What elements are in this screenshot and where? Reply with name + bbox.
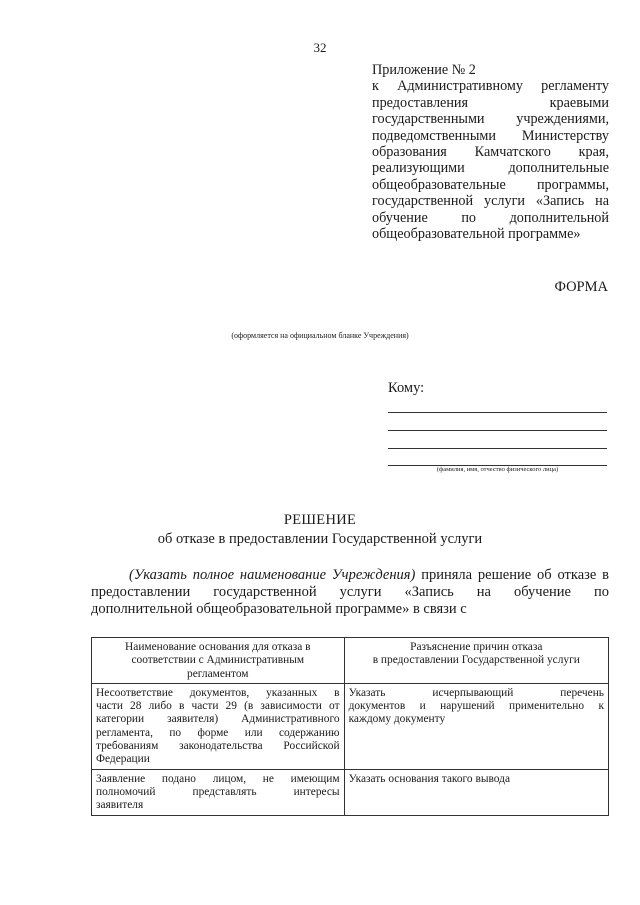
header-explanation: Разъяснение причин отказа в предоставлении Государственной услуги — [344, 638, 608, 684]
appendix-line: общеобразовательной программе» — [372, 226, 581, 243]
page-number: 32 — [313, 40, 327, 55]
recipient-line — [388, 448, 607, 449]
fio-note: (фамилия, имя, отчество физического лица) — [436, 466, 559, 473]
institution-placeholder: (Указать полное наименование Учреждения) — [129, 567, 416, 583]
cell-basis: Несоответствие документов, указанных в части 28 либо в части 29 (в зависимости от категории заявителя) Административного регламента, по форме или содержанию требованиям законодательства Российской Федерации — [92, 683, 345, 769]
appendix-line: образования Камчатского края, — [372, 144, 609, 161]
appendix-block — [372, 62, 609, 242]
header-basis: Наименование основания для отказа в соответствии с Административным регламентом — [92, 638, 345, 684]
table-row — [92, 683, 609, 769]
appendix-line: реализующими дополнительные — [372, 160, 609, 177]
body-line: (Указать полное наименование Учреждения) приняла решение об отказе в — [129, 567, 609, 583]
appendix-line: обучение по дополнительной — [372, 209, 609, 226]
refusal-reasons-table — [91, 637, 609, 816]
table-row — [92, 769, 609, 815]
appendix-line: подведомственными Министерству — [372, 127, 609, 144]
appendix-line: государственными учреждениями, — [372, 111, 609, 128]
official-blank-note: (оформляется на официальном бланке Учреждения) — [231, 331, 409, 340]
appendix-line: Приложение № 2 — [372, 62, 476, 78]
appendix-line: государственной услуги «Запись на — [372, 193, 609, 210]
decision-body — [91, 567, 609, 618]
appendix-line: предоставления краевыми — [372, 94, 609, 111]
appendix-line: общеобразовательные программы, — [372, 176, 609, 193]
cell-basis: Заявление подано лицом, не имеющим полномочий представлять интересы заявителя — [92, 769, 345, 815]
body-line: предоставлении государственной услуги «Запись на обучение по — [91, 584, 609, 600]
cell-explanation: Указать исчерпывающий перечень документов и нарушений применительно к каждому документу — [344, 683, 608, 769]
form-label: ФОРМА — [554, 279, 608, 295]
body-line: дополнительной общеобразовательной программе» в связи с — [91, 601, 467, 617]
table-header-row — [92, 638, 609, 684]
decision-subtitle: об отказе в предоставлении Государственной услуги — [157, 531, 483, 547]
cell-explanation: Указать основания такого вывода — [344, 769, 608, 815]
decision-title: РЕШЕНИЕ — [283, 512, 357, 528]
recipient-label: Кому: — [388, 380, 425, 396]
recipient-line — [388, 412, 607, 413]
recipient-line — [388, 430, 607, 431]
appendix-line: к Административному регламенту — [372, 78, 609, 95]
